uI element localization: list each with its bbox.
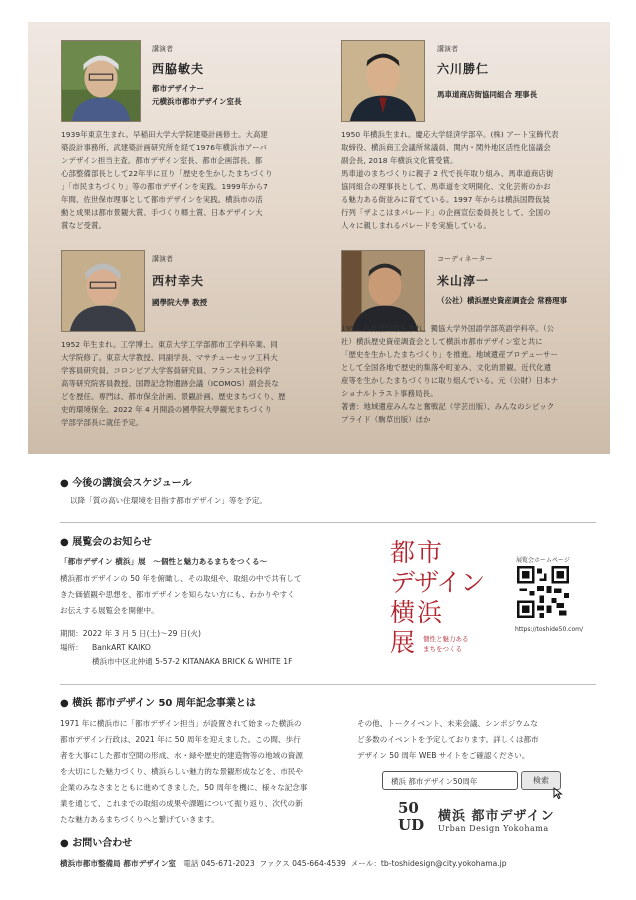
speaker-3-name: 西村幸夫 — [152, 274, 205, 288]
contact-tel: 電話 045-671-2023 — [183, 859, 255, 868]
contact-line — [60, 858, 507, 869]
speaker-1-title: 都市デザイナー 元横浜市都市デザイン室長 — [152, 84, 242, 106]
contact-mail[interactable]: メール：tb-toshidesign@city.yokohama.jp — [350, 859, 507, 868]
search-button[interactable]: 検索 — [521, 771, 561, 790]
exhibition-place-name: BankART KAIKO — [92, 643, 151, 652]
speaker-4-role: コーディネーター — [437, 255, 493, 263]
divider — [60, 522, 596, 523]
search-input[interactable]: 横浜 都市デザイン50周年 — [382, 771, 518, 790]
homepage-label: 展覧会ホームページ — [516, 557, 570, 564]
speaker-3-title: 國學院大學 教授 — [152, 298, 208, 307]
exhibition-title: 「都市デザイン 横浜」展 ～個性と魅力あるまちをつくる～ — [60, 557, 268, 566]
divider — [60, 684, 596, 685]
speaker-2-role: 講演者 — [437, 45, 458, 53]
exhibition-logo: 都市 デザイン 横浜 展 個性と魅力ある まちをつくる — [390, 538, 485, 657]
exhibition-desc: 横浜都市デザインの 50 年を俯瞰し、その取組や、取組の中で共有して きた価値観や思想を、都市デザインを知らない方にも、わかりやすく お伝えする展覧会を開催中。 — [60, 574, 302, 615]
homepage-url[interactable]: https://toshide50.com/ — [515, 626, 584, 633]
anniversary-heading: ● 横浜 都市デザイン 50 周年記念事業とは — [60, 698, 256, 709]
speaker-2-title: 馬車道商店街協同組合 理事長 — [437, 90, 538, 99]
exhibition-heading: ● 展覧会のお知らせ — [60, 537, 152, 548]
brand-en: Urban Design Yokohama — [438, 824, 549, 833]
speaker-1-bio: 1939年東京生まれ。早稲田大学大学院建築計画修士。大高建 築設計事務所、武建築計画研究所を経て1976年横浜市アーバ ンデザイン担当主査。都市デザイン室長、都市企画部長、都 心部整備部長として22年半に亘り「歴史を生かしたまちづくり 」「市民まちづくり」等の都市デザインを実践。1999年から7 年間、佐世保市理事として都市デザインを実践。横浜市の活 動と成果は都市景観大賞、手づくり郷土賞、日本デザイン大 賞など受賞。 — [61, 130, 273, 230]
speaker-4-name: 米山淳一 — [437, 274, 490, 288]
ud-logo: 50 UD — [398, 799, 425, 834]
speaker-2-name: 六川勝仁 — [437, 62, 490, 76]
speaker-3-bio: 1952 年生まれ。工学博士。東京大学工学部都市工学科卒業、同 大学院修了。東京大学教授、同副学長、マサチューセッツ工科大 学客員研究員、コロンビア大学客員研究員、フランス社会科学 高等研究院客員教授、国際記念物遺跡会議（ICOMOS）副会長な どを歴任。専門は、都市保全計画、景観計画、歴史まちづくり、歴 史的環境保全。2022 年 4 月開設の國學院大學観光まちづくり 学部学部長に就任予定。 — [61, 340, 286, 427]
contact-org: 横浜市都市整備局 都市デザイン室 — [60, 859, 177, 868]
speaker-2-bio: 1950 年横浜生まれ。慶応大学経済学部卒。(株) アート宝飾代表 取締役、横浜商工会議所常議員、関内・関外地区活性化協議会 副会長, 2018 年横浜文化賞受賞。 馬車道のまちづくりに親子 2 代で長年取り組み、馬車道商店街 協同組合の理事長として、馬車道を文明開化、文化芸術のかお る魅力ある街並みに育てている。1997 年からは横浜国際仮装 行列「ザよこはまパレード」の企画宣伝委員長として、全国の 人々に親しまれるパレードを実施している。 — [341, 130, 559, 230]
contact-heading: ● お問い合わせ — [60, 838, 133, 849]
speaker-1-name: 西脇敏夫 — [152, 62, 205, 76]
speaker-2-photo — [341, 40, 425, 122]
schedule-heading: ● 今後の講演会スケジュール — [60, 478, 192, 489]
anniversary-text-right: その他、トークイベント、未来会議、シンポジウムな ど多数のイベントを予定しております。詳しくは都市 デザイン 50 周年 WEB サイトをご確認ください。 — [357, 719, 539, 760]
anniversary-text-left: 1971 年に横浜市に「都市デザイン担当」が設置されて始まった横浜の 都市デザイン行政は、2021 年に 50 周年を迎えました。この間、歩行 者を大事にした都市空間の形成、水・緑や歴史的建造物等の地域の資源 を大切にした魅力づくり、横浜らしい魅力的な景観形成などを、市民や 企業のみなさまとともに進めてきました。50 周年を機に、様々な記念事 業を通じて、これまでの取組の成果や課題について振り返り、次代の新 たな魅力あるまちづくりへと繋げていきます。 — [60, 719, 308, 824]
cursor-icon — [553, 784, 563, 796]
speaker-4-photo — [341, 250, 425, 332]
exhibition-place-label: 場所： — [60, 643, 83, 652]
exhibition-place-address: 横浜市中区北仲通 5-57-2 KITANAKA BRICK & WHITE 1F — [92, 657, 293, 666]
brand-name: 横浜 都市デザイン — [438, 809, 555, 824]
exhibition-period: 期間：2022 年 3 月 5 日(土)～29 日(火) — [60, 629, 201, 638]
speaker-4-bio: 1951 年神奈川県生まれ。獨協大学外国語学部英語学科卒。（公 社）横浜歴史資産調査会として横浜市都市デザイン室と共に 「歴史を生かしたまちづくり」を推進。地域遺産プロデューサー として全国各地で歴史的集落や町並み、文化的景観、近代化遺 産等を生かしたまちづくりに取り組んでいる。元（公財）日本ナ ショナルトラスト事務局長。 著書：地域遺産みんなと奮戦記（学芸出版）、みんなのシビック プライド（駒草出版）ほか — [341, 324, 559, 424]
qr-code[interactable] — [517, 566, 569, 618]
speaker-1-photo — [61, 40, 141, 122]
speaker-1-role: 講演者 — [152, 45, 173, 53]
contact-fax: ファクス 045-664-4539 — [259, 859, 346, 868]
schedule-text: 以降「質の高い住環境を目指す都市デザイン」等を予定。 — [70, 496, 267, 505]
speaker-3-role: 講演者 — [152, 255, 173, 263]
speaker-3-photo — [61, 250, 145, 332]
speaker-4-title: （公社）横浜歴史資産調査会 常務理事 — [437, 296, 568, 305]
